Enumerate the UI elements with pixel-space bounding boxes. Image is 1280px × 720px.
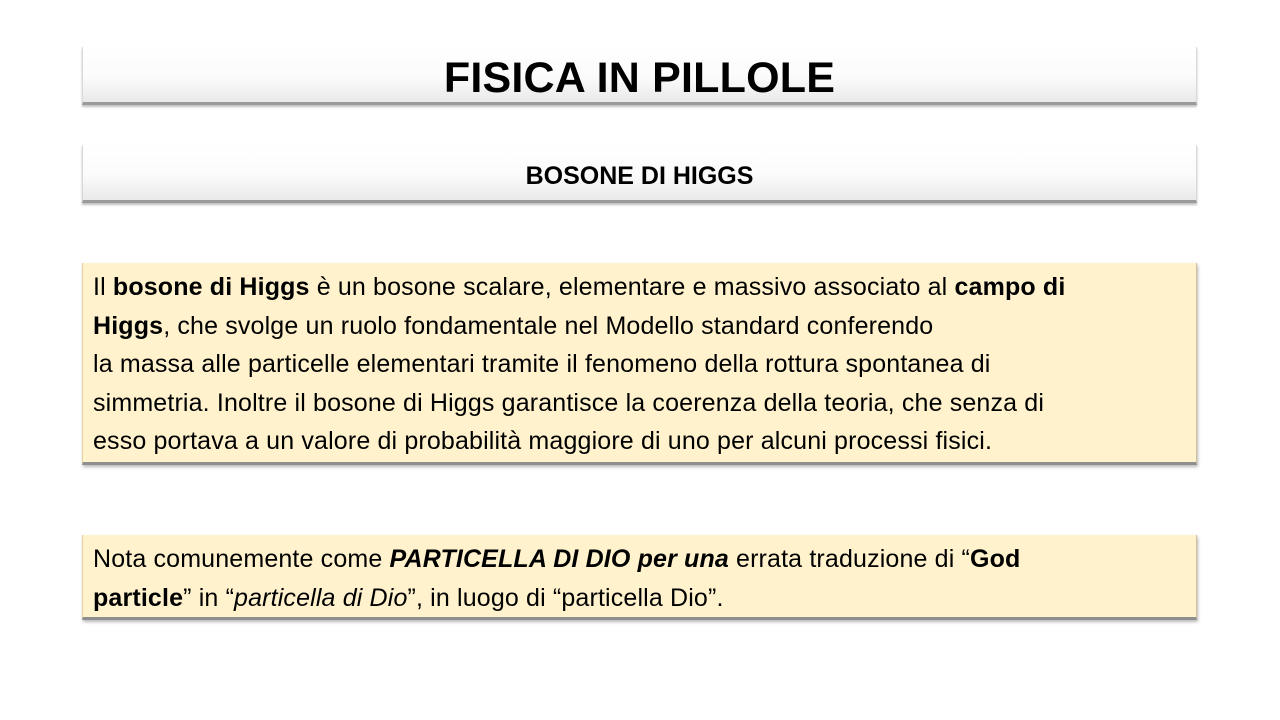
text-run: è un bosone scalare, elementare e massivo associato al — [309, 273, 955, 301]
text-line — [93, 307, 1186, 346]
text-run: ”, in luogo di “particella Dio”. — [407, 583, 724, 612]
text-line — [93, 579, 1186, 618]
text-run: errata traduzione di “ — [728, 545, 971, 573]
god-particle-note-box — [82, 535, 1197, 620]
slide-title: FISICA IN PILLOLE — [443, 54, 836, 102]
bold-term-campo-di: campo di — [954, 273, 1066, 301]
bold-term-particle: particle — [93, 583, 184, 612]
text-run: Nota comunemente come — [93, 545, 390, 573]
text-line: la massa alle particelle elementari tramite il fenomeno della rottura spontanea di — [93, 350, 991, 378]
italic-term-particella-di-dio: particella di Dio — [234, 583, 408, 612]
higgs-definition-box — [82, 263, 1197, 465]
subtitle-banner — [82, 145, 1197, 203]
text-line — [93, 268, 1186, 307]
title-banner — [82, 47, 1197, 105]
bold-term-higgs: Higgs — [93, 311, 164, 340]
text-line: esso portava a un valore di probabilità maggiore di uno per alcuni processi fisici. — [93, 427, 993, 455]
bold-italic-term — [390, 545, 729, 573]
emphasis-particella-di-dio: PARTICELLA DI DIO per una — [389, 545, 729, 573]
text-run: , che svolge un ruolo fondamentale nel Modello standard conferendo — [163, 311, 934, 340]
bold-term-god: God — [970, 545, 1021, 573]
text-run: Il — [93, 273, 113, 301]
bold-term-bosone-di-higgs: bosone di Higgs — [112, 273, 310, 301]
slide-subtitle: BOSONE DI HIGGS — [525, 162, 754, 190]
text-run: ” in “ — [183, 583, 235, 612]
text-line — [93, 540, 1186, 579]
text-line: simmetria. Inoltre il bosone di Higgs garantisce la coerenza della teoria, che senza di — [93, 388, 1045, 417]
